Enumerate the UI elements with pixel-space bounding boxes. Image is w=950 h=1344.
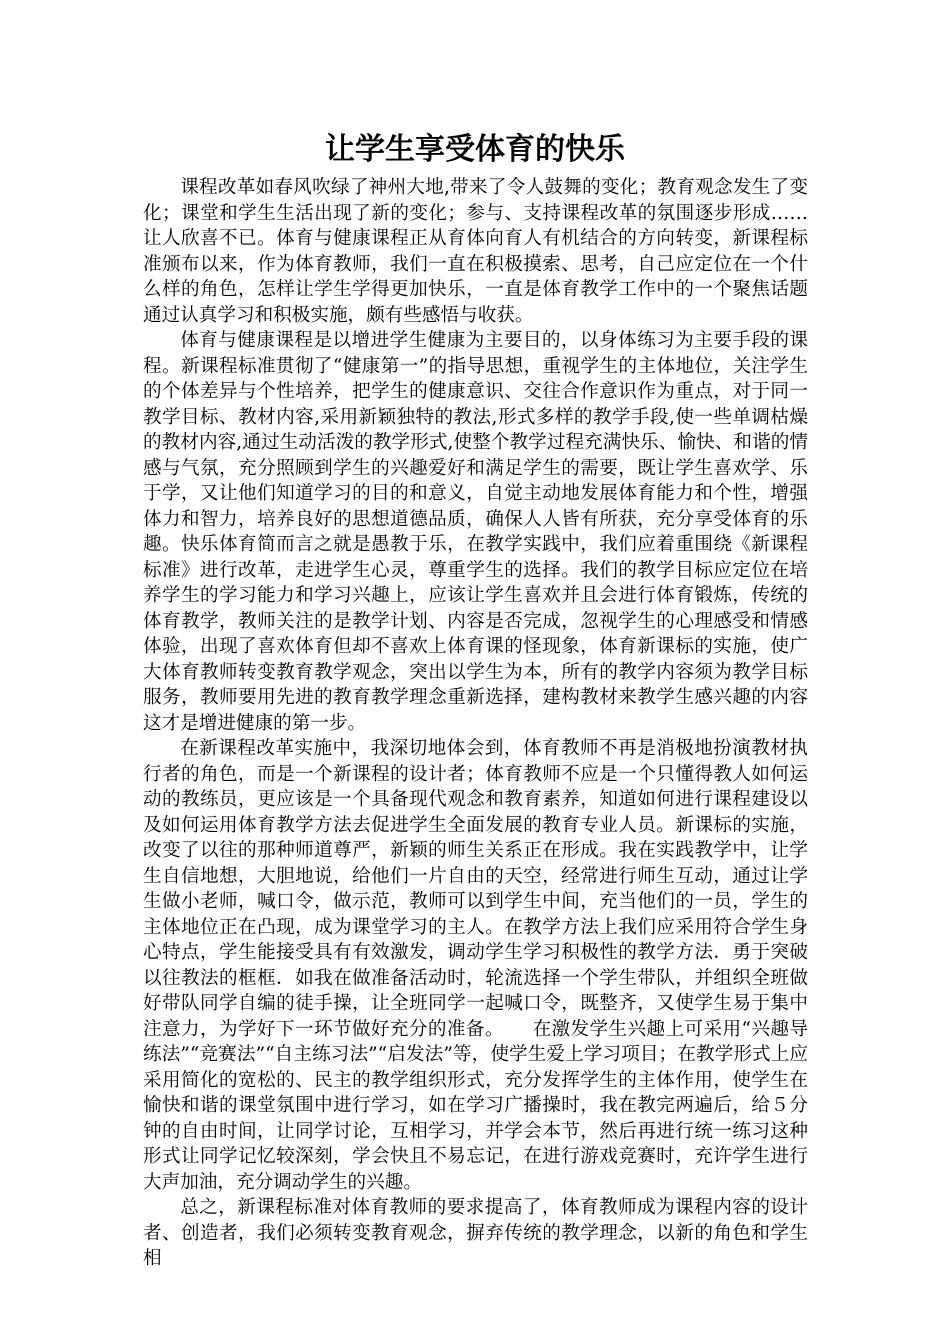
document-title: 让学生享受体育的快乐 [325,132,625,167]
document-body [143,175,808,1272]
paragraph-teacher-role: 在新课程改革实施中，我深切地体会到，体育教师不再是消极地扮演教材执行者的角色，而是一个新课程的设计者；体育教师不应是一个只懂得教人如何运动的教练员，更应该是一个具备现代观念和教育素养，知道如何进行课程建设以及如何运用体育教学方法去促进学生全面发展的教育专业人员。新课标的实施，改变了以往的那种师道尊严，新颖的师生关系正在形成。我在实践教学中，让学生自信地想，大胆地说，给他们一片自由的天空，经常进行师生互动，通过让学生做小老师，喊口令，做示范，教师可以到学生中间，充当他们的一员，学生的主体地位正在凸现，成为课堂学习的主人。在教学方法上我们应采用符合学生身心特点，学生能接受具有有效激发，调动学生学习积极性的教学方法．勇于突破以往教法的框框．如我在做准备活动时，轮流选择一个学生带队，并组织全班做好带队同学自编的徒手操，让全班同学一起喊口令，既整齐，又使学生易于集中注意力，为学好下一环节做好充分的准备。 在激发学生兴趣上可采用“兴趣导练法”“竞赛法”“自主练习法”“启发法”等，使学生爱上学习项目；在教学形式上应采用简化的宽松的、民主的教学组织形式，充分发挥学生的主体作用，使学生在愉快和谐的课堂氛围中进行学习，如在学习广播操时，我在教完两遍后，给５分钟的自由时间，让同学讨论，互相学习，并学会本节，然后再进行统一练习这种形式让同学记忆较深刻，学会快且不易忘记，在进行游戏竞赛时，充许学生进行大声加油，充分调动学生的兴趣。 [143,738,808,1193]
paragraph-curriculum: 体育与健康课程是以增进学生健康为主要目的，以身体练习为主要手段的课程。新课程标准贯彻了“健康第一”的指导思想，重视学生的主体地位，关注学生的个体差异与个性培养，把学生的健康意识、交往合作意识作为重点，对于同一教学目标、教材内容,采用新颖独特的教法,形式多样的教学手段,使一些单调枯燥的教材内容,通过生动活泼的教学形式,使整个教学过程充满快乐、愉快、和谐的情感与气氛，充分照顾到学生的兴趣爱好和满足学生的需要，既让学生喜欢学、乐于学，又让他们知道学习的目的和意义，自觉主动地发展体育能力和个性，增强体力和智力，培养良好的思想道德品质，确保人人皆有所获，充分享受体育的乐趣。快乐体育简而言之就是愚教于乐，在教学实践中，我们应着重围绕《新课程标准》进行改革，走进学生心灵，尊重学生的选择。我们的教学目标应定位在培养学生的学习能力和学习兴趣上，应该让学生喜欢并且会进行体育锻炼，传统的体育教学，教师关注的是教学计划、内容是否完成，忽视学生的心理感受和情感体验，出现了喜欢体育但却不喜欢上体育课的怪现象，体育新课标的实施，使广大体育教师转变教育教学观念，突出以学生为本，所有的教学内容须为教学目标服务，教师要用先进的教育教学理念重新选择，建构教材来教学生感兴趣的内容这才是增进健康的第一步。 [143,330,808,734]
paragraph-intro: 课程改革如春风吹绿了神州大地,带来了令人鼓舞的变化；教育观念发生了变化；课堂和学生生活出现了新的变化；参与、支持课程改革的氛围逐步形成……让人欣喜不已。体育与健康课程正从育体向育人有机结合的方向转变，新课程标准颁布以来，作为体育教师，我们一直在积极摸索、思考，自己应定位在一个什么样的角色，怎样让学生学得更加快乐，一直是体育教学工作中的一个聚焦话题通过认真学习和积极实施，颇有些感悟与收获。 [143,177,808,326]
paragraph-conclusion: 总之，新课程标准对体育教师的要求提高了，体育教师成为课程内容的设计者、创造者，我们必须转变教育观念，摒弃传统的教学理念，以新的角色和学生相 [143,1197,808,1269]
